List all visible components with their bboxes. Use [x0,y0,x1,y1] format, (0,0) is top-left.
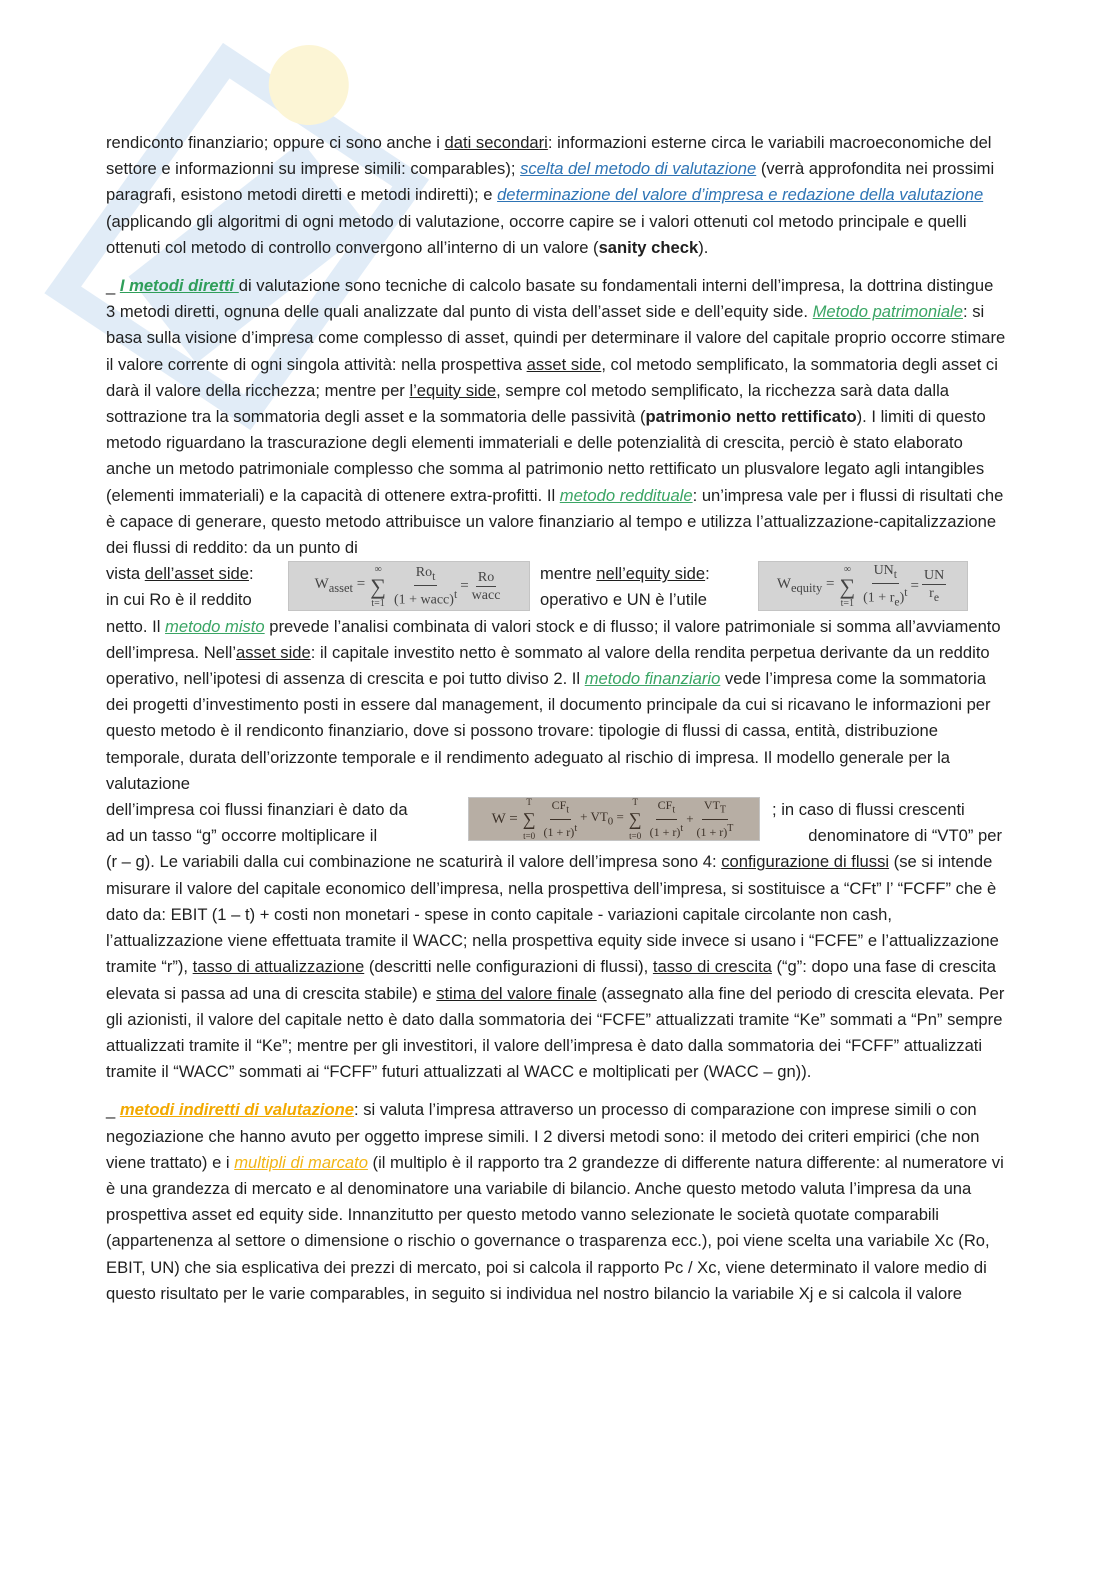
text: denominatore di “VT0” per [808,826,1002,846]
numerator: Ro [415,565,433,581]
equity-side-term: l’equity side [409,380,497,400]
sum-sign: ∑ [370,573,386,599]
document-body [106,130,1006,1319]
text: ; in caso di flussi crescenti [772,800,965,820]
formula-subscript: asset [328,581,354,596]
text: _ [106,1100,120,1120]
sum-sign: ∑ [628,808,642,829]
sum-limit: T [526,796,532,807]
numerator: CF [551,798,567,813]
heading-metodi-diretti: I metodi diretti [119,276,239,296]
formula-subscript: t [893,567,898,581]
heading-determinazione-valore: determinazione del valore d’impresa e redazione della valutazione [497,185,984,205]
sum-limit: t=0 [629,830,642,841]
formula-subscript: 0 [607,815,614,828]
heading-scelta-metodo: scelta del metodo di valutazione [520,159,757,179]
formula-w-asset: $W_{asset}$ = ∞ ∑ t=1 $\frac{Ro_t}{(1 + wacc)^t}$ = $\frac{Ro}{\text{wacc}}$ [288,561,530,611]
dati-secondari-term: dati secondari [444,133,548,152]
text: ad un tasso “g” occorre moltiplicare il [106,826,378,846]
tasso-attualizzazione-term: tasso di attualizzazione [192,957,365,977]
text: mentre [540,564,597,584]
sum-limit: ∞ [374,563,382,575]
heading-metodo-reddituale: metodo reddituale [559,485,693,505]
formula-symbol: W = [491,810,518,827]
sum-sign: ∑ [522,808,536,829]
text: ). I limiti di questo metodo riguardano la trascurazione degli elementi immateriali e delle potenzialità di crescita, perciò è stato elaborato anche un metodo patrimoniale complesso che somma al patrimonio netto rettificato un plusvalore legato agli intangibles (elementi immateriali) e la capacità di ottenere extra-profitti. Il [106,407,986,505]
tasso-crescita-term: tasso di crescita [652,957,772,977]
formula-subscript: T [719,804,727,816]
numerator: UN [873,563,894,579]
text: (descritti nelle configurazioni di flussi), [364,957,653,977]
text: vista [106,564,145,584]
sum-limit: t=1 [840,597,854,609]
denominator: wacc [471,587,501,603]
text: vede l’impresa come la sommatoria dei progetti d’investimento posti in essere dal management, il documento principale da cui si ricavano le informazioni per questo metodo è il rendiconto finanziario, dove si possono trovare: tipologie di flussi di cassa, entità, distribuzione temporale, durata dell’orizzonte temporale e il rendimento adeguato al rischio di impresa. Il modello generale per la valutazione [106,669,991,793]
formula-symbol: + [686,810,694,826]
text: (“g”: dopo una fase di crescita elevata si passa ad una di crescita stabile) e [106,957,997,1003]
text: di valutazione sono tecniche di calcolo basate su fondamentali interni dell’impresa, la dottrina distingue 3 metodi diretti, ognuna delle quali analizzate dal punto di vista dell’asset side e dell’equity side. [106,276,994,322]
formula-superscript: t [453,587,458,601]
sum-limit: t=1 [371,597,385,609]
heading-metodi-indiretti: metodi indiretti di valutazione [119,1100,355,1120]
formula-superscript: t [574,822,578,834]
text: (applicando gli algoritmi di ogni metodo di valutazione, occorre capire se i valori ottenuti col metodo principale e quelli ottenuti col metodo di controllo convergono all’interno di un valore ( [106,211,967,257]
formula-subscript: equity [790,581,823,596]
text: (se si intende misurare il valore del capitale economico dell’impresa, nella prospettiva dell’impresa, si sostituisce a “CFt” l’ “FCFF” che è dato da: EBIT (1 – t) + costi non monetari - spese in conto capitale - variazioni capitale circolante non cash, l’attualizzazione viene effettuata tramite il WACC; nella prospettiva equity side invece si usano i “FCFE” e l’attualizzazione tramite “r”), [106,852,999,977]
formula-caption-left [106,797,446,849]
sum-sign: ∑ [839,573,856,599]
asset-side-term: asset side [526,354,602,374]
numerator: CF [657,798,673,813]
text: : si basa sulla visione d’impresa come complesso di asset, quindi per determinare il valore del capitale proprio occorre stimare il valore corrente di ogni singola attività: nella prospettiva [106,302,1006,374]
formula-row-reddituale [106,561,1006,613]
formula-caption-right [540,561,740,613]
paragraph-metodi-diretti [106,273,1006,1085]
asset-side-term: asset side [236,642,311,662]
text: (assegnato alla fine del periodo di crescita elevata. Per gli azionisti, il valore del capitale netto è dato dalla sommatoria dei “FCFE” attualizzati tramite “Ke” sommati a “Pn” sempre attualizzati tramite il “Ke”; mentre per gli investitori, il valore dell’impresa è dato dalla sommatoria dei “FCFF” attualizzati tramite il “WACC” sommati ai “FCFF” futuri attualizzati al WACC e moltiplicati per (WACC – gn)). [106,983,1005,1082]
text: (il multiplo è il rapporto tra 2 grandezze di differente natura differente: al numeratore vi è una grandezza di mercato e al denominatore una variabile di bilancio. Anche questo metodo valuta l’impresa da una prospettiva asset ed equity side. Innanzitutto per questo metodo vanno selezionate le società quotate comparabili (appartenenza al settore o dimensione o rischio o governance o trasparenza ecc.), poi viene scelta una variabile Xc (Ro, EBIT, UN) che sia esplicativa dei prezzi di mercato, poi si calcola il rapporto Pc / Xc, viene determinato il valore medio di questo risultato per le varie comparables, in seguito si individua nel nostro bilancio la variabile Xj e si calcola il valore [106,1152,1004,1303]
asset-side-term: dell’asset side [144,564,249,584]
text: netto. Il [106,616,166,636]
denominator: ) [899,590,905,606]
formula-symbol: W [776,576,791,593]
numerator: Ro [477,569,495,585]
text: : [248,564,254,584]
heading-multipli-mercato: multipli di marcato [234,1152,368,1172]
formula-caption-right [772,797,1002,849]
formula-superscript: T [727,822,734,834]
text: , sempre col metodo semplificato, la ricchezza sarà data dalla sottrazione tra la sommatoria degli asset e la sommatoria delle passività ( [106,380,950,427]
text: ). [698,237,709,257]
sum-limit: t=0 [523,830,536,841]
formula-superscript: t [904,585,908,599]
stima-valore-finale-term: stima del valore finale [436,983,597,1003]
text: rendiconto finanziario; oppure ci sono anche i [106,133,445,152]
denominator: (1 + r) [696,824,728,839]
numerator: UN [923,567,945,583]
text: : un’impresa vale per i flussi di risultati che è capace di generare, questo metodo attribuisce un valore finanziario al tempo e utilizza l’attualizzazione-capitalizzazione dei flussi di reddito: da un punto di [106,485,1004,558]
text: : informazioni esterne circa le variabili macroeconomiche del settore e informazionni su imprese simili: comparables); [106,133,992,179]
formula-w-equity: $W_{equity}$ = ∞ ∑ t=1 $\frac{UN_t}{(1 + r_e)^t}$ = $\frac{UN}{r_e}$ [758,561,968,611]
equity-side-term: nell’equity side [596,564,706,584]
formula-subscript: e [933,590,939,604]
configurazione-flussi-term: configurazione di flussi [721,852,890,872]
formula-symbol: W [314,576,329,593]
denominator: (1 + wacc) [393,592,454,608]
text: : si valuta l’impresa attraverso un processo di comparazione con imprese simili o con negoziazione che hanno avuto per oggetto imprese simili. I 2 diversi metodi sono: il metodo dei criteri empirici (che non viene trattato) e i [106,1100,980,1172]
formula-symbol: = [616,808,624,824]
text: operativo e UN è l’utile [540,590,707,610]
sum-limit: ∞ [843,563,851,575]
formula-subscript: t [566,804,570,816]
text: in cui Ro è il reddito [106,590,252,610]
heading-metodo-finanziario: metodo finanziario [584,669,721,689]
heading-metodo-misto: metodo misto [165,616,265,636]
numerator: VT [703,798,720,813]
denominator: r [929,585,934,601]
text: (r – g). Le variabili dalla cui combinazione ne scaturirà il valore dell’impresa sono 4: [106,852,722,872]
formula-subscript: t [672,804,676,816]
text: , col metodo semplificato, la sommatoria degli asset ci darà il valore della ricchezza; mentre per [106,354,998,400]
text: prevede l’analisi combinata di valori stock e di flusso; il valore patrimoniale si somma all’avviamento dell’impresa. Nell’ [106,616,1001,662]
formula-subscript: e [894,595,900,609]
denominator: (1 + r) [543,824,575,839]
text: (verrà approfondita nei prossimi paragrafi, esistono metodi diretti e metodi indiretti); e [106,159,995,205]
heading-metodo-patrimoniale: Metodo patrimoniale [812,302,963,322]
sanity-check-term: sanity check [598,237,699,257]
text: _ [106,276,120,296]
text: dell’impresa coi flussi finanziari è dato da [106,800,408,820]
denominator: (1 + r [863,590,895,606]
sum-limit: T [632,796,638,807]
text: : il capitale investito netto è sommato al valore della rendita perpetua derivante da un reddito operativo, nell’ipotesi di assenza di crescita e poi tutto diviso 2. Il [106,642,990,689]
formula-superscript: t [680,822,684,834]
formula-row-finanziario [106,797,1006,849]
formula-caption-left [106,561,266,613]
formula-term: + VT [580,808,608,824]
text: : [705,564,710,584]
formula-w-finanziario [468,797,760,841]
paragraph-metodi-indiretti [106,1097,1006,1307]
denominator: (1 + r) [649,824,681,839]
paragraph-intro [106,130,1006,261]
patrimonio-netto-term: patrimonio netto rettificato [645,407,857,427]
formula-subscript: t [432,569,436,583]
